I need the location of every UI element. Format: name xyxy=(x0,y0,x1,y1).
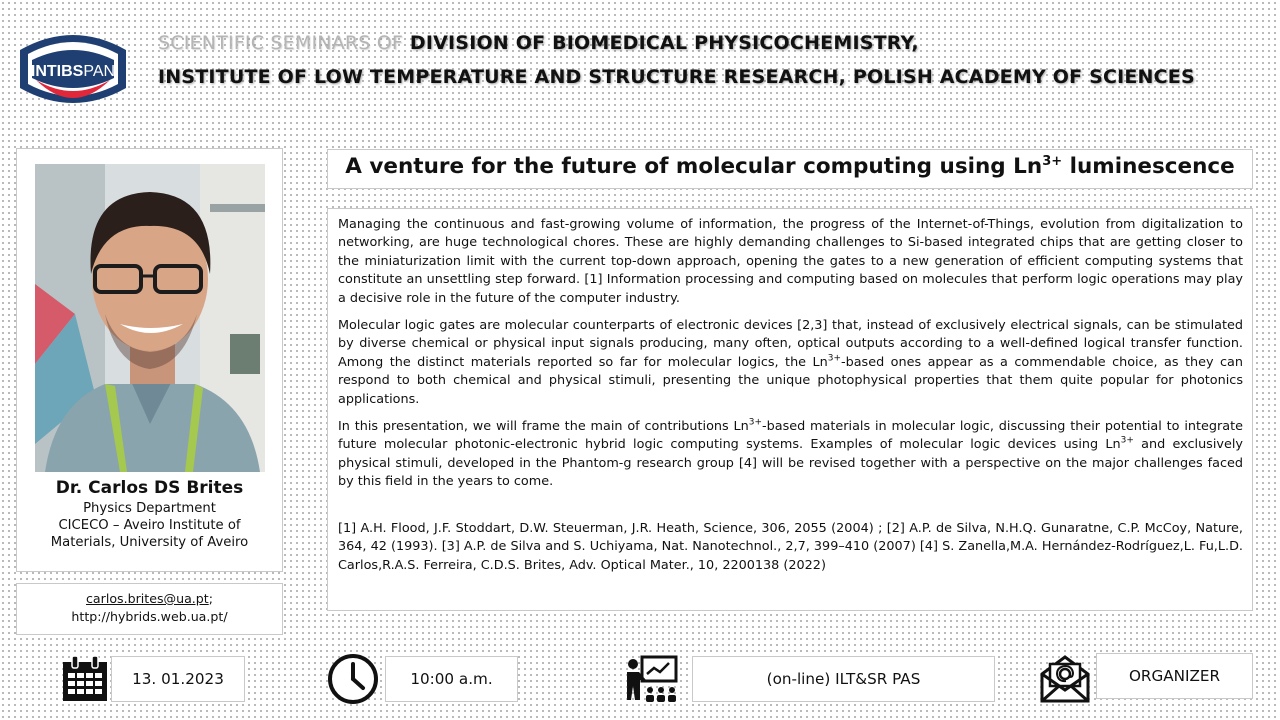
clock-icon xyxy=(326,652,380,706)
header-seminars-label: SCIENTIFIC SEMINARS OF xyxy=(158,32,404,54)
time-box: 10:00 a.m. xyxy=(385,656,518,702)
presentation-icon xyxy=(624,654,680,706)
website-link[interactable]: http://hybrids.web.ua.pt/ xyxy=(71,609,228,624)
speaker-affiliation-line2: Materials, University of Aveiro xyxy=(50,535,249,550)
logo-text-light: PAN xyxy=(83,63,116,80)
logo-text-bold: INTIBS xyxy=(30,63,84,80)
date-box: 13. 01.2023 xyxy=(111,656,245,702)
title-main: A venture for the future of molecular computing using Ln xyxy=(345,154,1043,179)
p3-sup-2: 3+ xyxy=(1120,436,1134,447)
speaker-name: Dr. Carlos DS Brites xyxy=(55,478,244,498)
talk-title xyxy=(328,154,1252,179)
p3-sup-1: 3+ xyxy=(748,417,762,428)
location-box: (on-line) ILT&SR PAS xyxy=(692,656,995,702)
speaker-affiliation-line1: CICECO – Aveiro Institute of xyxy=(58,518,241,533)
email-suffix: ; xyxy=(208,591,213,606)
intibs-logo xyxy=(14,20,132,112)
organizer-box: ORGANIZER xyxy=(1096,653,1253,699)
speaker-card xyxy=(16,148,283,572)
references: [1] A.H. Flood, J.F. Stoddart, D.W. Steuerman, J.R. Heath, Science, 306, 2055 (2004) ; [2] A.P. de Silva, N.H.Q. Gunaratne, C.P. McCoy, Nature, 364, 42 (1993). [3] A.P. de Silva and S. Uchiyama, Nat. Nanotechnol., 2,7, 399–410 (2007) [4] S. Zanella,M.A. Hernández-Rodríguez,L. Fu,L.D. Carlos,R.A.S. Ferreira, C.D.S. Brites, Adv. Optical Mater., 10, 2200138 (2022) xyxy=(338,520,1243,573)
header-line-1 xyxy=(158,32,919,54)
svg-text:INTIBSPAN xyxy=(31,63,115,80)
contact-box xyxy=(16,583,283,635)
p2-sup: 3+ xyxy=(827,353,841,364)
email-icon xyxy=(1039,652,1091,704)
title-superscript: 3+ xyxy=(1042,153,1063,169)
title-end: luminescence xyxy=(1062,154,1235,179)
p3-part-c: and exclusively physical stimuli, developed in the Phantom-g research group [4] will be revised together with a perspective on the major challenges faced by this field in the years to come. xyxy=(338,437,1243,490)
p3-part-b: -based materials in molecular logic, discussing their potential to integrate future molecular photonic-electronic hybrid logic computing systems. Examples of molecular logic devices using Ln xyxy=(338,419,1243,453)
header-institute: INSTITUTE OF LOW TEMPERATURE AND STRUCTURE RESEARCH, POLISH ACADEMY OF SCIENCES xyxy=(158,66,1195,88)
speaker-department: Physics Department xyxy=(83,501,216,516)
p3-part-a: In this presentation, we will frame the main of contributions Ln xyxy=(338,419,749,435)
email-line xyxy=(17,591,282,606)
p2-part-b: -based ones appear as a commendable choice, as they can respond to both chemical and physical stimuli, presenting the unique photophysical properties that them quite popular for photonics applications. xyxy=(338,354,1243,407)
calendar-icon xyxy=(60,654,110,704)
email-link[interactable]: carlos.brites@ua.pt xyxy=(86,591,209,606)
header-division: DIVISION OF BIOMEDICAL PHYSICOCHEMISTRY, xyxy=(409,32,919,54)
abstract-box xyxy=(327,208,1253,611)
p2-part-a: Molecular logic gates are molecular counterparts of electronic devices [2,3] that, instead of exclusively electrical signals, can be stimulated by diverse chemical or physical input signals producing, many often, optical outputs according to a well-defined logical transfer function. Among the distinct materials reported so far for molecular logics, the Ln xyxy=(338,318,1243,370)
speaker-photo xyxy=(35,164,265,472)
abstract-paragraph-3 xyxy=(338,418,1243,492)
abstract-paragraph-1: Managing the continuous and fast-growing volume of information, the progress of the Internet-of-Things, evolution from digitalization to networking, are huge technological chores. These are highly demanding challenges to Si-based integrated chips that are getting closer to the miniaturization limit with the current top-down approach, opening the gates to a new generation of efficient computing systems that constitute an unsettling step forward. [1] Information processing and computing based on molecules that perform logic operations may play a decisive role in the future of the computer industry. xyxy=(338,217,1243,306)
title-box xyxy=(327,149,1253,189)
abstract-paragraph-2 xyxy=(338,317,1243,409)
